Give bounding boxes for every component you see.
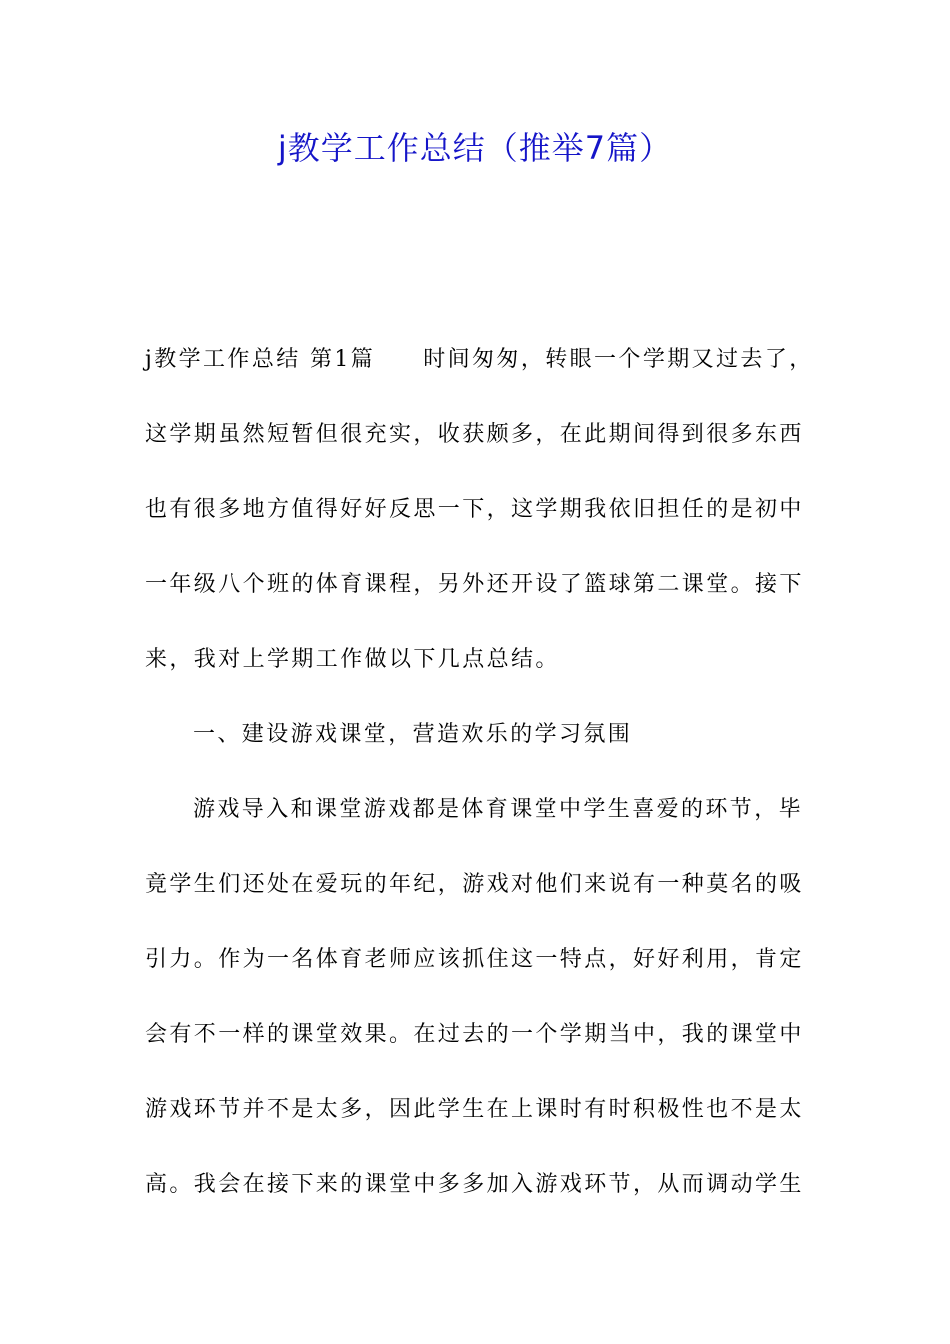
paragraph-line: 高。我会在接下来的课堂中多多加入游戏环节，从而调动学生: [145, 1172, 804, 1197]
document-title: j教学工作总结（推举7篇）: [277, 129, 673, 167]
paragraph-line: 也有很多地方值得好好反思一下，这学期我依旧担任的是初中: [145, 497, 804, 522]
intro-paragraph: [145, 322, 814, 697]
paragraph-line: 会有不一样的课堂效果。在过去的一个学期当中，我的课堂中: [145, 1022, 804, 1047]
document-body: [145, 322, 814, 1222]
paragraph-line: 这学期虽然短暂但很充实，收获颇多，在此期间得到很多东西: [145, 422, 804, 447]
paragraph-line: 游戏环节并不是太多，因此学生在上课时有时积极性也不是太: [145, 1097, 804, 1122]
paragraph-line: 竟学生们还处在爱玩的年纪，游戏对他们来说有一种莫名的吸: [145, 872, 804, 897]
paragraph-line: 引力。作为一名体育老师应该抓住这一特点，好好利用，肯定: [145, 947, 804, 972]
section-heading-paragraph: [145, 697, 805, 772]
paragraph-line: 游戏导入和课堂游戏都是体育课堂中学生喜爱的环节，毕: [193, 797, 804, 822]
article-heading: j教学工作总结 第1篇: [145, 347, 376, 372]
paragraph-line: j教学工作总结 第1篇 时间匆匆，转眼一个学期又过去了，: [145, 347, 814, 372]
paragraph-line: 来，我对上学期工作做以下几点总结。: [145, 647, 560, 672]
paragraph-line: 一年级八个班的体育课程，另外还开设了篮球第二课堂。接下: [145, 572, 804, 597]
section-heading: 一、建设游戏课堂，营造欢乐的学习氛围: [193, 722, 633, 747]
section-one-paragraph: [145, 772, 805, 1222]
